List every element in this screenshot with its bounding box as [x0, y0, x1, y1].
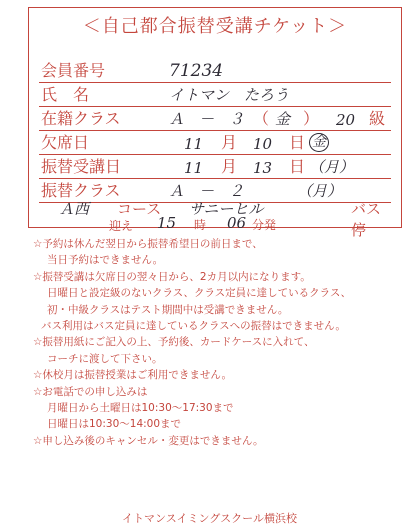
name-row	[39, 82, 391, 107]
member-number-label: 会員番号	[41, 61, 106, 80]
enrolled-class-label: 在籍クラス	[41, 109, 121, 128]
note-line: ☆休校月は振替授業はご利用できません。	[33, 369, 233, 382]
school-name-footer: イトマンスイミングスクール横浜校	[122, 512, 297, 525]
note-line: コーチに渡して下さい。	[47, 352, 163, 365]
notes	[33, 236, 411, 449]
ticket-title: ＜自己都合振替受講チケット＞	[82, 16, 348, 37]
transfer-month: 11	[184, 159, 204, 177]
transfer-day-unit: 日	[289, 157, 306, 176]
member-number-row	[39, 58, 391, 83]
enrolled-class-grade: 20	[336, 111, 356, 129]
transfer-class-label: 振替クラス	[41, 181, 121, 200]
enrolled-class-level: Ａ － ３	[169, 110, 245, 128]
note-line: ☆お電話での申し込みは	[33, 385, 148, 398]
enrolled-class-paren-close: ）	[303, 109, 320, 128]
enrolled-class-paren-open: （	[253, 109, 270, 128]
transfer-date-label: 振替受講日	[41, 157, 122, 176]
note-line: 初・中級クラスはテスト期間中は受講できません。	[47, 303, 289, 316]
absent-date-row	[39, 130, 391, 155]
name-label: 氏 名	[41, 85, 90, 104]
pickup-label: 迎え	[109, 219, 134, 233]
absent-month: 11	[184, 135, 204, 153]
transfer-ticket	[28, 7, 402, 239]
bus-row	[39, 200, 393, 239]
transfer-day: 13	[253, 159, 273, 177]
note-line: 月曜日から土曜日は10:30～17:30まで	[47, 402, 234, 415]
note-line: 当日予約はできません。	[47, 254, 164, 267]
pickup-hour: 15	[157, 214, 177, 232]
bus-course-label: コース	[117, 200, 162, 218]
transfer-class-weekday: （月）	[297, 182, 343, 200]
bus-area: Ａ西	[59, 200, 90, 218]
member-number-value: 71234	[169, 61, 224, 81]
note-line: ☆申し込み後のキャンセル・変更はできません。	[33, 434, 264, 447]
absent-day-unit: 日	[289, 133, 306, 152]
transfer-month-unit: 月	[221, 157, 238, 176]
note-line: ☆振替受講は欠席日の翌々日から、2カ月以内になります。	[33, 270, 311, 283]
enrolled-class-row	[39, 106, 391, 131]
bus-stop-name: サニーヒル	[189, 200, 264, 218]
note-line: ☆振替用紙にご記入の上、予約後、カードケースに入れて、	[33, 336, 315, 349]
note-line: ☆予約は休んだ翌日から振替希望日の前日まで、	[33, 238, 263, 250]
bus-stop-label: バス停	[351, 200, 382, 239]
note-line: 日曜日と設定級のないクラス、クラス定員に達しているクラス、	[47, 287, 352, 300]
name-value: イトマン たろう	[169, 86, 290, 104]
transfer-weekday: （月）	[309, 158, 355, 176]
pickup-hour-unit: 時	[194, 218, 207, 232]
pickup-minute-unit: 分発	[252, 218, 277, 232]
absent-date-label: 欠席日	[41, 133, 90, 152]
enrolled-class-day: 金	[275, 110, 291, 128]
transfer-date-row	[39, 154, 391, 179]
enrolled-class-grade-unit: 級	[369, 109, 386, 128]
transfer-class-level: Ａ － ２	[169, 182, 245, 200]
note-line: 日曜日は10:30～14:00まで	[47, 418, 182, 431]
note-line: バス利用はバス定員に達しているクラスへの振替はできません。	[41, 320, 346, 333]
absent-day: 10	[253, 135, 273, 153]
absent-weekday: 金	[309, 133, 329, 152]
absent-month-unit: 月	[221, 133, 238, 152]
pickup-minute: 06	[227, 214, 247, 232]
